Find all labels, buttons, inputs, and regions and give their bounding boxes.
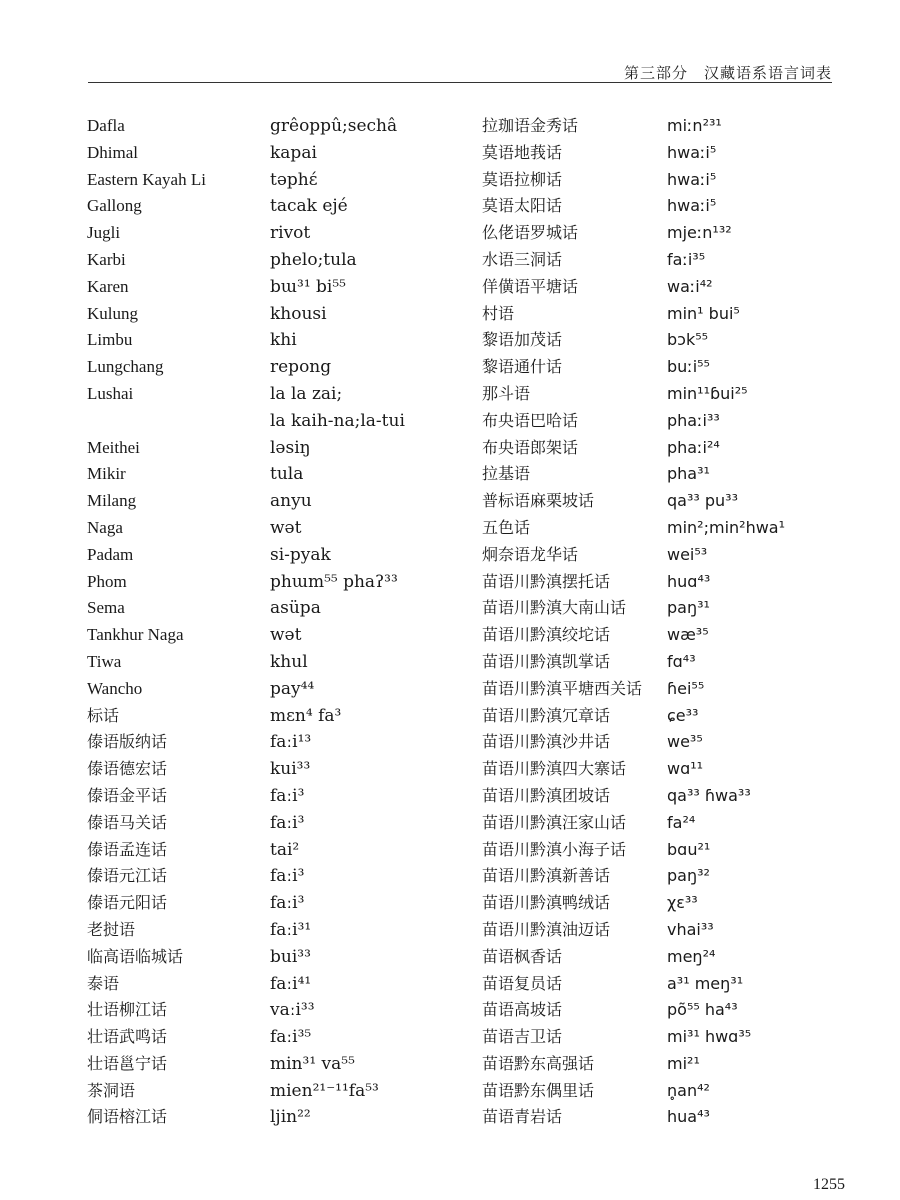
word-form: min¹¹ɓui²⁵: [667, 383, 748, 403]
word-form: faːi³⁵: [270, 1027, 312, 1048]
language-name: 苗语川黔滇小海子话: [482, 839, 627, 859]
language-name: 侗语榕江话: [87, 1107, 168, 1127]
word-form: mi²¹: [667, 1053, 700, 1073]
language-name: 佯僙语平塘话: [482, 276, 579, 296]
left-form-column: [270, 113, 480, 1131]
word-form: ləsiŋ: [270, 437, 311, 458]
language-name: 傣语版纳话: [87, 732, 168, 752]
word-form: khul: [270, 651, 308, 672]
page-number: 1255: [813, 1176, 845, 1193]
language-name: 苗语复员话: [482, 973, 563, 993]
word-form: miːn²³¹: [667, 116, 722, 135]
word-form: huɑ⁴³: [667, 571, 711, 591]
word-form: mɛn⁴ fa³: [270, 705, 342, 726]
language-name: 苗语青岩话: [482, 1107, 563, 1127]
language-name: 五色话: [482, 517, 531, 537]
word-form: bɑu²¹: [667, 839, 711, 859]
word-form: faːi³: [270, 785, 305, 806]
word-form: kapai: [270, 142, 317, 163]
language-name: Karbi: [87, 249, 126, 269]
language-name: Eastern Kayah Li: [87, 169, 206, 189]
word-form: ɦei⁵⁵: [667, 678, 705, 698]
word-form: khi: [270, 330, 297, 351]
language-name: 苗语川黔滇油迈话: [482, 919, 611, 939]
language-name: Meithei: [87, 437, 140, 457]
language-name: 布央语郎架话: [482, 437, 579, 457]
word-form: faːi³⁵: [667, 249, 706, 269]
language-name: 苗语川黔滇摆托话: [482, 571, 611, 591]
language-name: 苗语川黔滇凯掌话: [482, 651, 611, 671]
word-form: anyu: [270, 491, 312, 512]
word-form: paŋ³¹: [667, 598, 710, 618]
language-name: 苗语吉卫话: [482, 1027, 563, 1047]
language-name: Sema: [87, 598, 125, 618]
language-name: 那斗语: [482, 383, 531, 403]
language-name: Milang: [87, 491, 137, 511]
language-name: 苗语枫香话: [482, 946, 563, 966]
word-form: grêoppû;sechâ: [270, 116, 398, 136]
language-name: 苗语川黔滇冗章话: [482, 705, 611, 725]
word-form: buːi⁵⁵: [667, 357, 710, 377]
language-name: 老挝语: [87, 919, 136, 939]
word-form: min³¹ va⁵⁵: [270, 1053, 355, 1074]
language-name: 泰语: [87, 973, 120, 993]
language-name: 苗语川黔滇团坡话: [482, 785, 611, 805]
word-form: we³⁵: [667, 732, 703, 752]
language-name: 黎语加茂话: [482, 330, 563, 350]
language-name: 苗语川黔滇平塘西关话: [482, 678, 643, 698]
language-name: 莫语太阳话: [482, 196, 563, 216]
language-name: Padam: [87, 544, 134, 564]
language-name: 苗语川黔滇绞坨话: [482, 625, 611, 645]
word-form: phaːi²⁴: [667, 437, 720, 457]
word-form: bɔk⁵⁵: [667, 330, 709, 350]
word-form: ɕe³³: [667, 705, 699, 725]
word-form: vhai³³: [667, 919, 714, 939]
word-form: χɛ³³: [667, 893, 698, 913]
language-name: Gallong: [87, 196, 142, 216]
language-name: Tiwa: [87, 651, 122, 671]
language-name: 苗语川黔滇沙井话: [482, 732, 611, 752]
word-form: wei⁵³: [667, 544, 708, 564]
language-name: 炯奈语龙华话: [482, 544, 579, 564]
word-form: mi³¹ hwɑ³⁵: [667, 1027, 752, 1047]
word-form: bui³³: [270, 946, 311, 967]
word-form: wət: [270, 625, 302, 646]
language-name: Wancho: [87, 678, 143, 698]
language-name: 苗语川黔滇汪家山话: [482, 812, 627, 832]
word-form: hwaːi⁵: [667, 169, 717, 189]
word-form: pha³¹: [667, 464, 710, 484]
language-name: 苗语黔东偶里话: [482, 1080, 595, 1100]
word-form: paŋ³²: [667, 866, 710, 886]
word-form: tacak ejé: [270, 196, 348, 217]
language-name: 普标语麻栗坡话: [482, 491, 595, 511]
language-name: Kulung: [87, 303, 138, 323]
language-name: Naga: [87, 517, 123, 537]
language-name: 莫语拉柳话: [482, 169, 563, 189]
language-name: 黎语通什话: [482, 357, 563, 377]
language-name: 苗语高坡话: [482, 1000, 563, 1020]
word-form: mjeːn¹³²: [667, 223, 732, 243]
language-name: 壮语邕宁话: [87, 1053, 168, 1073]
language-name: 傣语元阳话: [87, 893, 168, 913]
word-form: faːi³: [270, 866, 305, 887]
language-name: 布央语巴哈话: [482, 410, 579, 430]
left-language-column: [87, 113, 257, 1131]
word-form: tai²: [270, 839, 300, 860]
language-name: Mikir: [87, 464, 126, 484]
word-form: pay⁴⁴: [270, 678, 315, 699]
word-form: a³¹ meŋ³¹: [667, 973, 744, 993]
word-form: mien²¹⁻¹¹fa⁵³: [270, 1080, 379, 1101]
word-form: fa²⁴: [667, 812, 696, 832]
word-form: rivot: [270, 223, 311, 244]
word-form: põ⁵⁵ ha⁴³: [667, 1000, 738, 1020]
word-form: fɑ⁴³: [667, 651, 696, 671]
language-name: 村语: [482, 303, 515, 323]
word-form: phaːi³³: [667, 410, 720, 430]
word-form: wæ³⁵: [667, 625, 709, 645]
word-form: min¹ bui⁵: [667, 303, 740, 323]
right-form-column: [667, 113, 847, 1131]
word-form: meŋ²⁴: [667, 946, 716, 966]
word-form: waːi⁴²: [667, 276, 713, 296]
language-name: 傣语金平话: [87, 785, 168, 805]
language-name: 拉基语: [482, 464, 531, 484]
language-name: 莫语地莪话: [482, 142, 563, 162]
word-form: kui³³: [270, 759, 311, 780]
header-rule: [88, 82, 832, 83]
word-form: vaːi³³: [270, 1000, 315, 1021]
language-name: 仫佬语罗城话: [482, 223, 579, 243]
language-name: Limbu: [87, 330, 133, 350]
language-name: Dhimal: [87, 142, 138, 162]
language-name: Karen: [87, 276, 129, 296]
word-form: repong: [270, 357, 332, 378]
word-form: wət: [270, 517, 302, 538]
language-name: 标话: [87, 705, 120, 725]
word-form: faːi¹³: [270, 732, 312, 753]
word-form: təphɛ́: [270, 169, 318, 190]
language-name: 壮语武鸣话: [87, 1027, 168, 1047]
language-name: 茶洞语: [87, 1080, 136, 1100]
language-name: [87, 408, 257, 435]
word-form: qa³³ pu³³: [667, 491, 738, 511]
word-form: tula: [270, 464, 304, 485]
word-form: faːi³: [270, 812, 305, 833]
running-header: 第三部分 汉藏语系语言词表: [623, 64, 832, 82]
word-form: min²;min²hwa¹: [667, 517, 786, 537]
language-name: Lushai: [87, 383, 134, 403]
right-language-column: [482, 113, 662, 1131]
language-name: Dafla: [87, 116, 125, 135]
language-name: 傣语元江话: [87, 866, 168, 886]
language-name: Tankhur Naga: [87, 625, 184, 645]
language-name: 傣语孟连话: [87, 839, 168, 859]
language-name: Jugli: [87, 223, 121, 243]
language-name: 水语三洞话: [482, 249, 563, 269]
word-form: ljin²²: [270, 1107, 311, 1128]
language-name: 傣语德宏话: [87, 759, 168, 779]
word-form: faːi⁴¹: [270, 973, 312, 994]
word-form: khousi: [270, 303, 327, 324]
language-name: 壮语柳江话: [87, 1000, 168, 1020]
language-name: 苗语川黔滇鸭绒话: [482, 893, 611, 913]
language-name: 苗语川黔滇四大寨话: [482, 759, 627, 779]
word-form: bɯ³¹ bi⁵⁵: [270, 276, 346, 297]
word-form: qa³³ ɦwa³³: [667, 785, 751, 805]
word-form: hua⁴³: [667, 1107, 710, 1127]
language-name: 傣语马关话: [87, 812, 168, 832]
language-name: 拉珈语金秀话: [482, 116, 579, 135]
language-name: Phom: [87, 571, 127, 591]
word-form: faːi³¹: [270, 919, 312, 940]
language-name: 苗语川黔滇大南山话: [482, 598, 627, 618]
word-form: hwaːi⁵: [667, 142, 717, 162]
word-form: asüpa: [270, 598, 321, 619]
language-name: Lungchang: [87, 357, 164, 377]
word-form: wɑ¹¹: [667, 759, 704, 779]
word-form: phelo;tula: [270, 249, 357, 270]
word-form: la kaih-na;la-tui: [270, 410, 405, 431]
language-name: 临高语临城话: [87, 946, 184, 966]
word-form: si-pyak: [270, 544, 331, 565]
word-form: phɯm⁵⁵ phaʔ³³: [270, 571, 398, 592]
word-form: faːi³: [270, 893, 305, 914]
word-form: hwaːi⁵: [667, 196, 717, 216]
word-form: n̥an⁴²: [667, 1080, 710, 1100]
word-form: la la zai;: [270, 383, 343, 404]
language-name: 苗语黔东高强话: [482, 1053, 595, 1073]
language-name: 苗语川黔滇新善话: [482, 866, 611, 886]
